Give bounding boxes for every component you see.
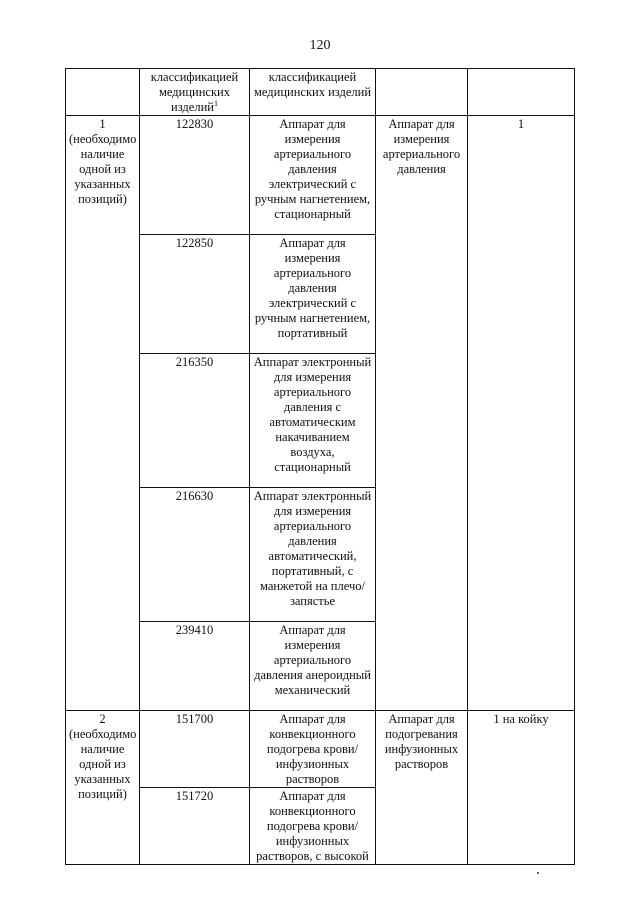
- name-cell: Аппарат для измерения артериального давления электрический с ручным нагнетением, портативный: [250, 235, 376, 354]
- device-type-cell: Аппарат для измерения артериального давления: [376, 116, 468, 711]
- device-type-cell: Аппарат для подогревания инфузионных растворов: [376, 711, 468, 865]
- quantity-cell: 1 на койку: [468, 711, 575, 865]
- equipment-table: [65, 68, 575, 865]
- code-cell: 216350: [140, 354, 250, 488]
- header-cell-group: [66, 69, 140, 116]
- name-cell: Аппарат электронный для измерения артериального давления с автоматическим накачиванием воздуха, стационарный: [250, 354, 376, 488]
- code-cell: 216630: [140, 488, 250, 622]
- header-cell-type: [376, 69, 468, 116]
- name-cell: Аппарат для измерения артериального давления электрический с ручным нагнетением, стационарный: [250, 116, 376, 235]
- name-cell: Аппарат электронный для измерения артериального давления автоматический, портативный, с манжетой на плечо/запястье: [250, 488, 376, 622]
- name-cell: Аппарат для измерения артериального давления анероидный механический: [250, 622, 376, 711]
- code-cell: 151720: [140, 788, 250, 865]
- table-header-row: [66, 69, 575, 116]
- code-cell: 122850: [140, 235, 250, 354]
- name-cell: Аппарат для конвекционного подогрева крови/инфузионных растворов: [250, 711, 376, 788]
- quantity-cell: 1: [468, 116, 575, 711]
- table-row: [66, 711, 575, 788]
- scan-speck: [537, 872, 539, 874]
- page-number: 120: [309, 38, 331, 53]
- header-cell-name: классификацией медицинских изделий: [250, 69, 376, 116]
- code-cell: 151700: [140, 711, 250, 788]
- group-label: 1 (необходимо наличие одной из указанных позиций): [66, 116, 140, 711]
- name-cell: Аппарат для конвекционного подогрева крови/инфузионных растворов, с высокой: [250, 788, 376, 865]
- footnote-mark: 1: [213, 98, 218, 108]
- code-cell: 239410: [140, 622, 250, 711]
- table-row: [66, 116, 575, 235]
- code-cell: 122830: [140, 116, 250, 235]
- header-cell-code: классификацией медицинских изделий$^1$: [140, 69, 250, 116]
- group-label: 2 (необходимо наличие одной из указанных позиций): [66, 711, 140, 865]
- header-cell-quantity: [468, 69, 575, 116]
